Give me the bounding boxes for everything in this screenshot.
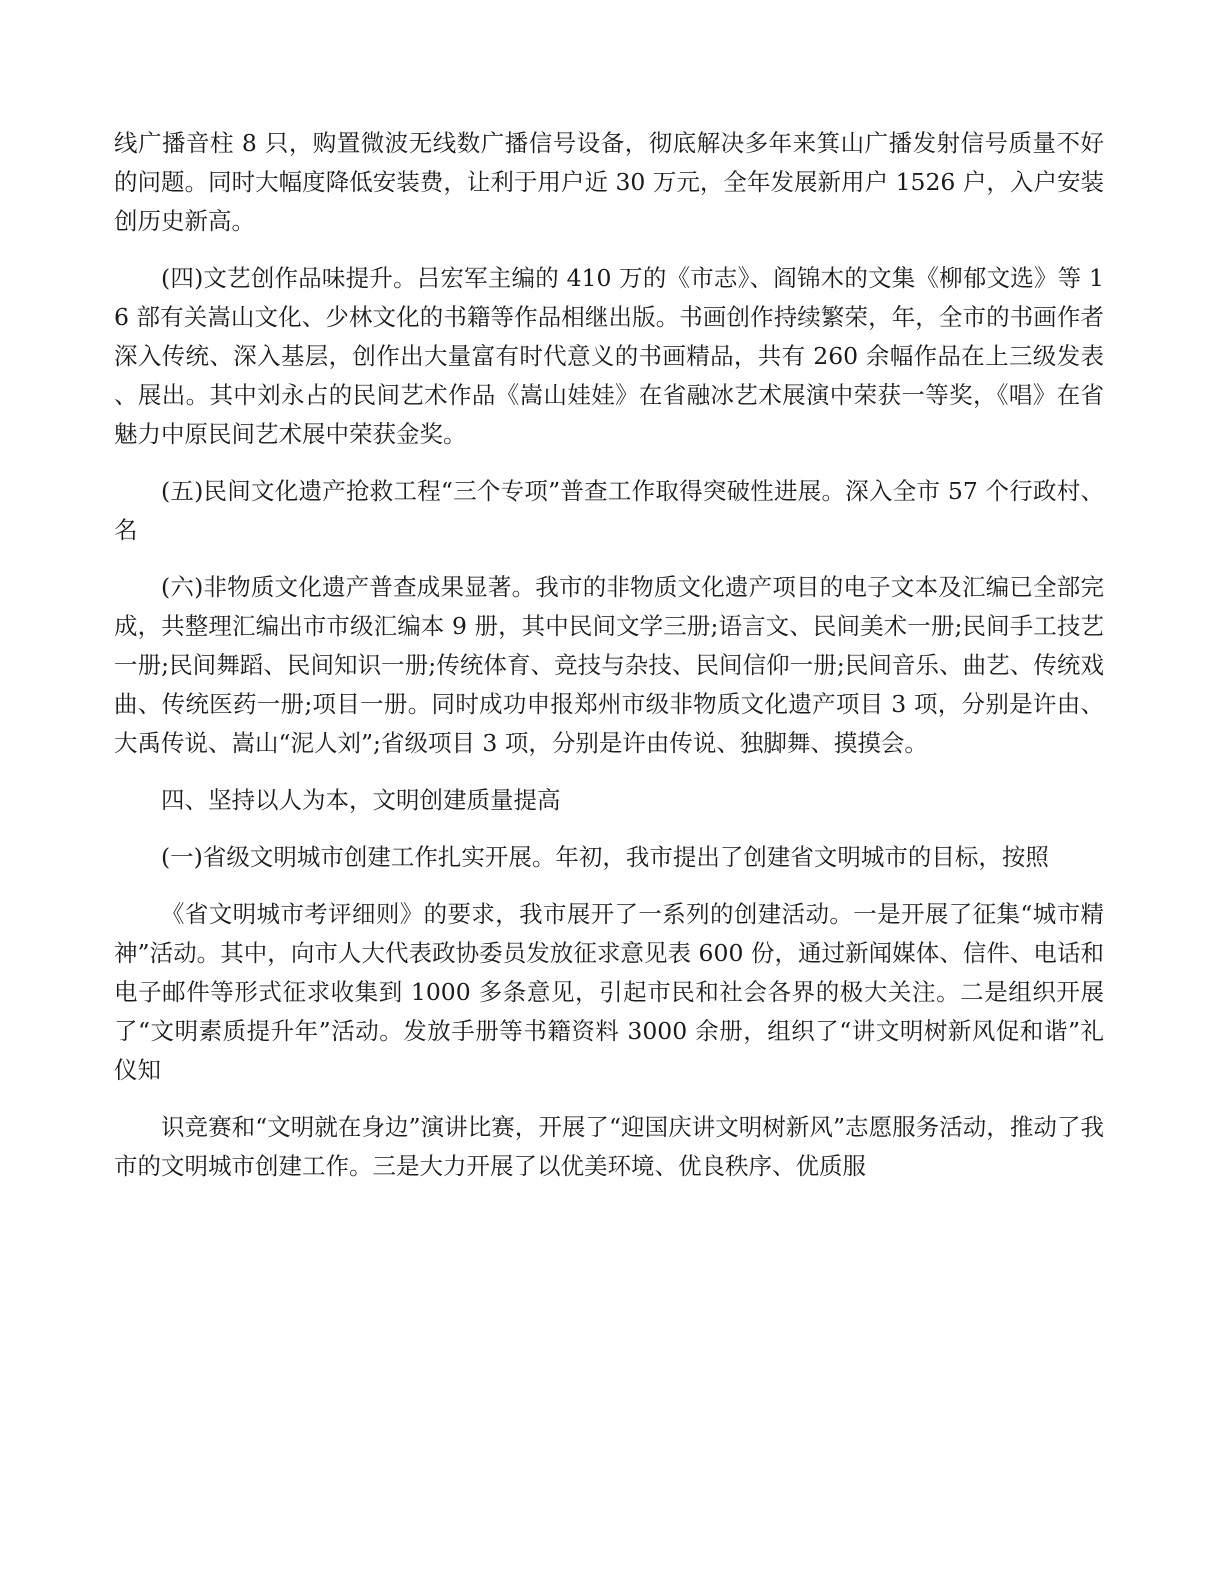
- paragraph-art-creation: (四)文艺创作品味提升。吕宏军主编的 410 万的《市志》、阎锦木的文集《柳郁文选》等 16 部有关嵩山文化、少林文化的书籍等作品相继出版。书画创作持续繁荣，年，全市的书画作者深入传统、深入基层，创作出大量富有时代意义的书画精品，共有 260 余幅作品在上三级发表、展出。其中刘永占的民间艺术作品《嵩山娃娃》在省融冰艺术展演中荣获一等奖，《唱》在省魅力中原民间艺术展中荣获金奖。: [114, 264, 1104, 448]
- document-page: [114, 124, 1104, 1204]
- paragraph-broadcast-upgrade: 线广播音柱 8 只，购置微波无线数广播信号设备，彻底解决多年来箕山广播发射信号质量不好的问题。同时大幅度降低安装费，让利于用户近 30 万元，全年发展新用户 1526 户，入户安装创历史新高。: [114, 129, 1104, 235]
- paragraph-intangible-heritage: (六)非物质文化遗产普查成果显著。我市的非物质文化遗产项目的电子文本及汇编已全部完成，共整理汇编出市市级汇编本 9 册，其中民间文学三册;语言文、民间美术一册;民间手工技艺一册;民间舞蹈、民间知识一册;传统体育、竞技与杂技、民间信仰一册;民间音乐、曲艺、传统戏曲、传统医药一册;项目一册。同时成功申报郑州市级非物质文化遗产项目 3 项，分别是许由、大禹传说、嵩山“泥人刘”;省级项目 3 项，分别是许由传说、独脚舞、摸摸会。: [114, 573, 1104, 757]
- paragraph-city-spirit-activities: 《省文明城市考评细则》的要求，我市展开了一系列的创建活动。一是开展了征集“城市精神”活动。其中，向市人大代表政协委员发放征求意见表 600 份，通过新闻媒体、信件、电话和电子邮件等形式征求收集到 1000 多条意见，引起市民和社会各界的极大关注。二是组织开展了“文明素质提升年”活动。发放手册等书籍资料 3000 余册，组织了“讲文明树新风促和谐”礼仪知: [114, 900, 1104, 1084]
- paragraph-civilized-city: (一)省级文明城市创建工作扎实开展。年初，我市提出了创建省文明城市的目标，按照: [161, 843, 1049, 871]
- paragraph-folk-heritage-rescue: (五)民间文化遗产抢救工程“三个专项”普查工作取得突破性进展。深入全市 57 个行政村、名: [114, 477, 1104, 544]
- paragraph-competitions: 识竞赛和“文明就在身边”演讲比赛，开展了“迎国庆讲文明树新风”志愿服务活动，推动了我市的文明城市创建工作。三是大力开展了以优美环境、优良秩序、优质服: [114, 1113, 1104, 1180]
- section-heading-civilization: 四、坚持以人为本，文明创建质量提高: [161, 786, 561, 814]
